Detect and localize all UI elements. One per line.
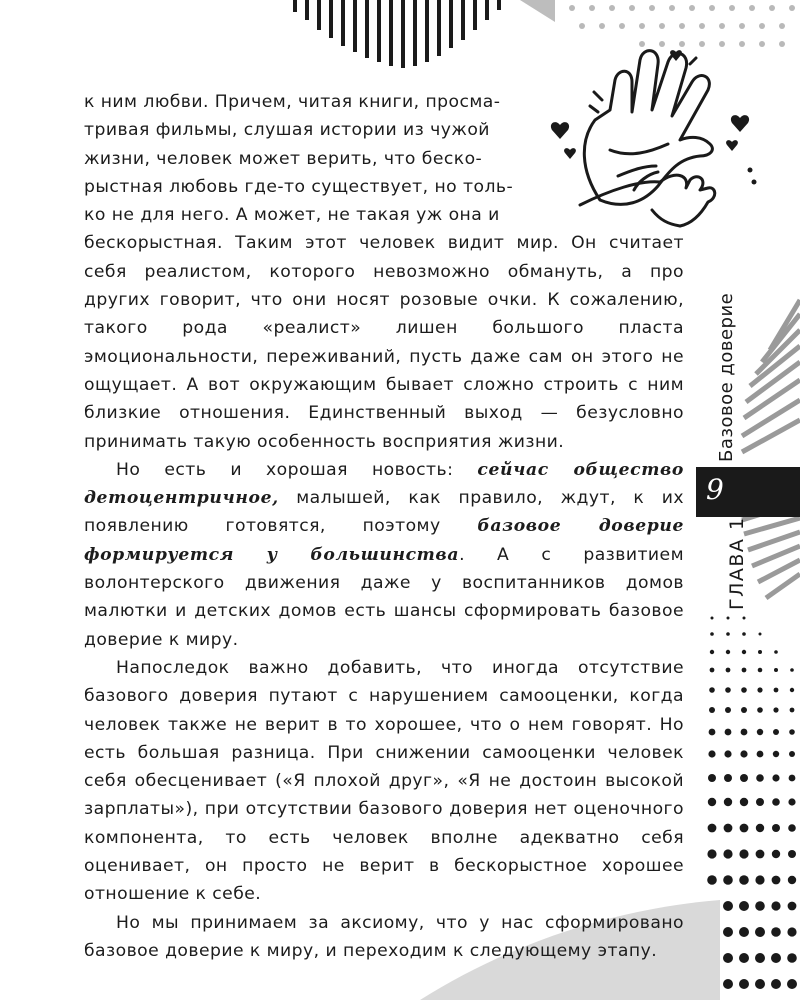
p2-text-b: малышей, как правило, ждут, к их появлению готовятся, поэтому	[84, 488, 684, 537]
body-text	[84, 88, 684, 965]
stripes-decoration	[285, 0, 555, 70]
chapter-label: ГЛАВА 1	[726, 516, 748, 610]
paragraph-1-line: к ним любви. Причем, читая книги, просма-	[84, 92, 501, 112]
paragraph-1-line: тривая фильмы, слушая истории из чужой	[84, 120, 490, 141]
paragraph-1: бескорыстная. Таким этот человек видит мир. Он считает себя реалистом, которого невозможно обмануть, а про других говорит, что они носят розовые очки. К сожалению, такого рода «реалист» лишен большого пласта эмоциональности, переживаний, пусть даже сам он этого не ощущает. А вот окружающим бывает сложно строить с ним близкие отношения. Единственный выход — безусловно принимать такую особенность восприятия жизни.	[84, 233, 684, 452]
paragraph-2	[84, 456, 684, 654]
section-title: Базовое доверие	[716, 292, 737, 462]
paragraph-3: Напоследок важно добавить, что иногда отсутствие базового доверия путают с нарушением самооценки, когда человек также не верит в то хорошее, что о нем говорят. Но есть большая разница. При снижении самооценки человек себя обесценивает («Я плохой друг», «Я не достоин высокой зарплаты»), при отсутствии базового доверия нет оценочного компонента, то есть человек вполне адекватно себя оценивает, он просто не верит в бескорыстное хорошее отношение к себе.	[84, 657, 684, 905]
page-number: 9	[706, 473, 724, 506]
paragraph-1-line: рыстная любовь где-то существует, но толь-	[84, 176, 514, 197]
p2-text-a: Но есть и хорошая новость:	[116, 459, 478, 480]
paragraph-1-line: ко не для него. А может, не такая уж она и	[84, 205, 500, 226]
highlight-basic-trust: базовое доверие формируется у большинства	[84, 516, 684, 565]
paragraph-4: Но мы принимаем за аксиому, что у нас сформировано базовое доверие к миру, и переходим к следующему этапу.	[84, 912, 684, 961]
highlight-child-centric: сейчас общество детоцентричное,	[84, 459, 684, 509]
paragraph-1-line: жизни, человек может верить, что беско-	[84, 148, 483, 169]
p2-text-c: . А с развитием волонтерского движения даже у воспитанников домов малютки и детских домов есть шансы сформировать базовое доверие к миру.	[84, 544, 684, 650]
